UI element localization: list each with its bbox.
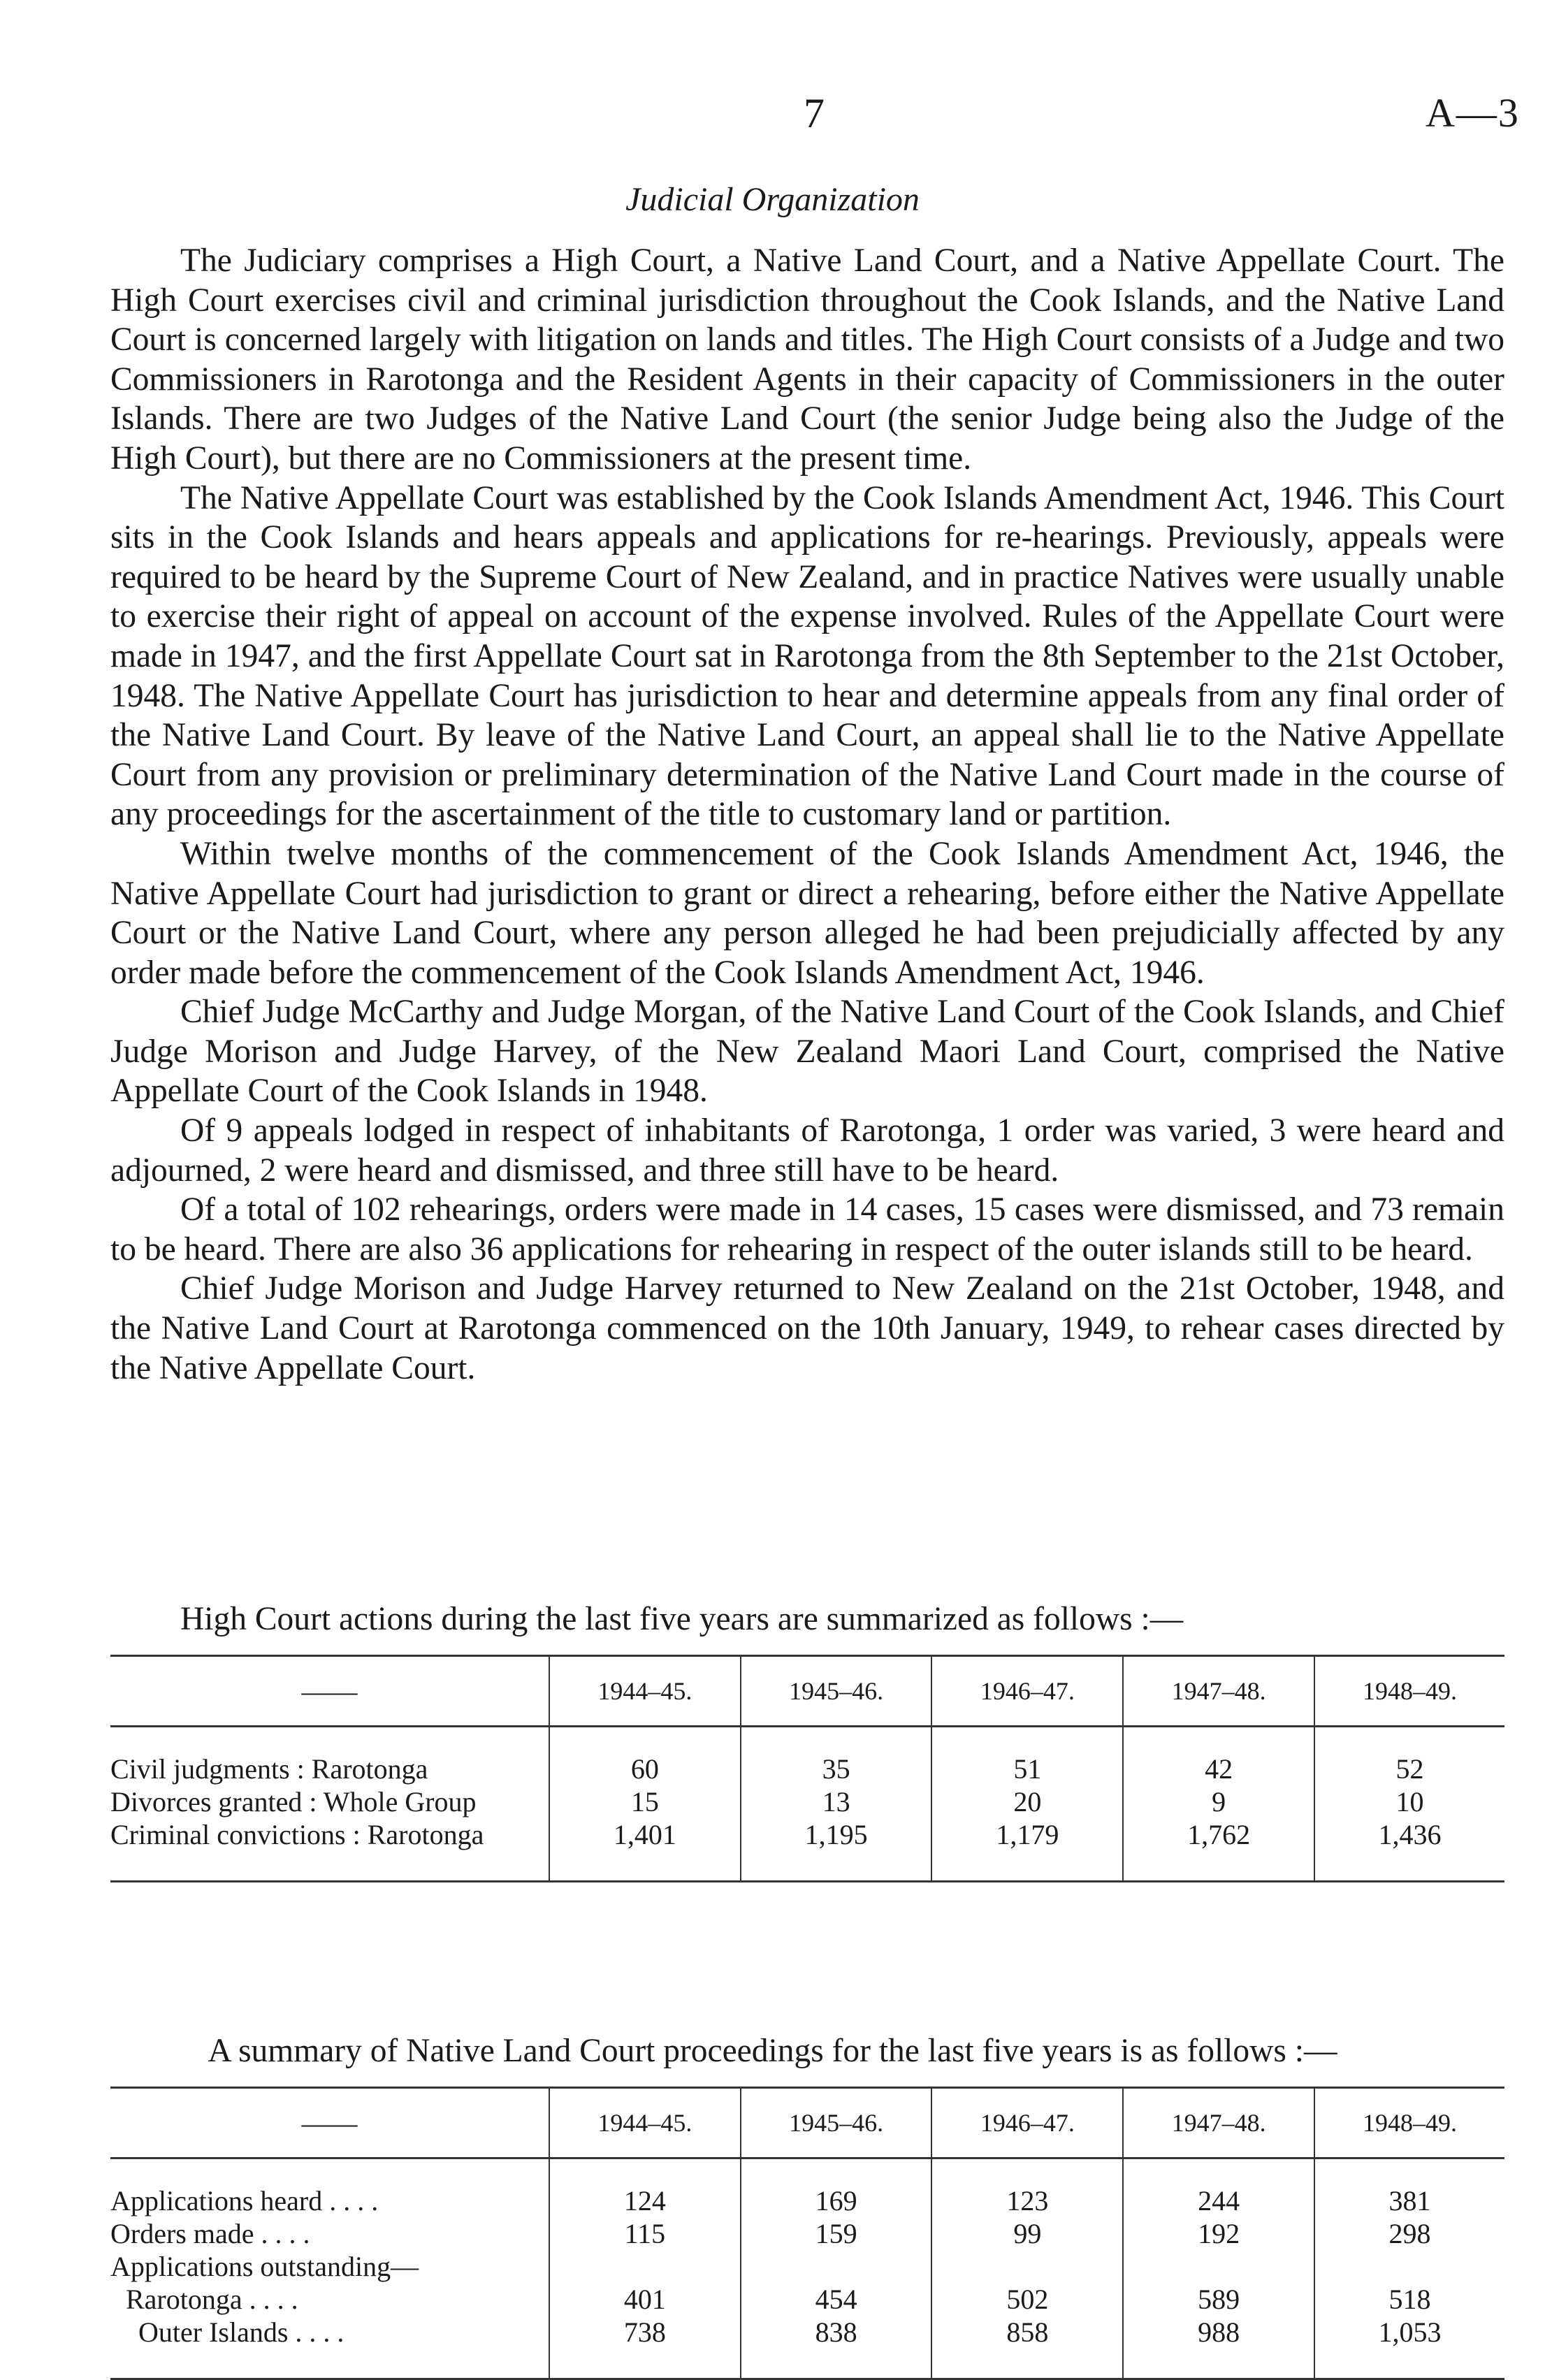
table-spacer-row [110,1851,1504,1882]
table-cell: 10 [1314,1785,1504,1818]
high-court-table [110,1655,1504,1882]
table-cell: 1,179 [931,1818,1123,1851]
table-row [110,1753,1504,1785]
year-header: 1947–48. [1123,2088,1314,2158]
table-cell [1314,2250,1504,2283]
table-header-row [110,2088,1504,2158]
table-cell: 401 [549,2283,741,2316]
table-row [110,2283,1504,2316]
table-cell: 518 [1314,2283,1504,2316]
table-label-header: —— [301,2107,358,2139]
page-number: 7 [804,90,825,136]
table-cell: 244 [1123,2184,1314,2217]
table-cell: 51 [931,1753,1123,1785]
table-cell: 159 [741,2217,932,2250]
table-cell: 9 [1123,1785,1314,1818]
land-court-table [110,2087,1504,2380]
table-cell: 988 [1123,2316,1314,2349]
row-label: Civil judgments : Rarotonga [110,1753,428,1785]
table-cell: 838 [741,2316,932,2349]
year-header: 1945–46. [741,1656,932,1727]
year-header: 1944–45. [549,1656,741,1727]
table-cell [549,2250,741,2283]
row-label: Outer Islands . . . . [138,2316,344,2348]
paragraph: The Native Appellate Court was established by the Cook Islands Amendment Act, 1946. This Court sits in the Cook Islands and hears appeals and applications for re-hearings. Previously, appeals were required to be heard by the Supreme Court of New Zealand, and in practice Natives were usually unable to exercise their right of appeal on account of the expense involved. Rules of the Appellate Court were made in 1947, and the first Appellate Court sat in Rarotonga from the 8th September to the 21st October, 1948. The Native Appellate Court has jurisdiction to hear and determine appeals from any final order of the Native Land Court. By leave of the Native Land Court, an appeal shall lie to the Native Appellate Court from any provision or preliminary determination of the Native Land Court made in the course of any proceedings for the ascertainment of the title to customary land or partition. [110,479,1504,833]
table-row [110,2217,1504,2250]
table-spacer-row [110,1727,1504,1753]
year-header: 1947–48. [1123,1656,1314,1727]
table-cell: 42 [1123,1753,1314,1785]
table-cell: 13 [741,1785,932,1818]
table-cell: 1,195 [741,1818,932,1851]
table-cell [931,2250,1123,2283]
paragraph: Of a total of 102 rehearings, orders were made in 14 cases, 15 cases were dismissed, and 73 remain to be heard. There are also 36 applications for rehearing in respect of the outer islands still to be heard. [110,1191,1504,1268]
year-header: 1945–46. [741,2088,932,2158]
table-row [110,2184,1504,2217]
paragraph: Chief Judge Morison and Judge Harvey returned to New Zealand on the 21st October, 1948, and the Native Land Court at Rarotonga commenced on the 10th January, 1949, to rehear cases directed by the Native Appellate Court. [110,1270,1504,1386]
document-reference: A—3 [1426,90,1520,136]
year-header: 1944–45. [549,2088,741,2158]
table-cell: 502 [931,2283,1123,2316]
table-cell: 35 [741,1753,932,1785]
table-cell: 20 [931,1785,1123,1818]
table-cell: 52 [1314,1753,1504,1785]
table-cell: 589 [1123,2283,1314,2316]
row-label: Divorces granted : Whole Group [110,1786,477,1817]
row-label: Criminal convictions : Rarotonga [110,1819,484,1850]
section-title: Judicial Organization [625,181,920,218]
paragraph: Of 9 appeals lodged in respect of inhabitants of Rarotonga, 1 order was varied, 3 were heard and adjourned, 2 were heard and dismissed, and three still have to be heard. [110,1112,1504,1189]
row-label: Orders made . . . . [110,2218,310,2249]
table-cell: 1,053 [1314,2316,1504,2349]
land-court-table-lead: A summary of Native Land Court proceedings for the last five years is as follows :— [208,2033,1337,2069]
body-text [110,241,1504,1388]
table-cell [741,2250,932,2283]
table-cell: 115 [549,2217,741,2250]
paragraph: Chief Judge McCarthy and Judge Morgan, of the Native Land Court of the Cook Islands, and Chief Judge Morison and Judge Harvey, of the New Zealand Maori Land Court, comprised the Native Appellate Court of the Cook Islands in 1948. [110,994,1504,1110]
table-cell: 1,401 [549,1818,741,1851]
table-cell: 15 [549,1785,741,1818]
table-header-row [110,1656,1504,1727]
table-row [110,2316,1504,2349]
table-cell: 381 [1314,2184,1504,2217]
table-cell: 99 [931,2217,1123,2250]
table-cell [1123,2250,1314,2283]
table-spacer-row [110,2349,1504,2379]
table-cell: 298 [1314,2217,1504,2250]
table-cell: 169 [741,2184,932,2217]
year-header: 1946–47. [931,1656,1123,1727]
table-cell: 192 [1123,2217,1314,2250]
year-header: 1948–49. [1314,2088,1504,2158]
year-header: 1948–49. [1314,1656,1504,1727]
row-label: Rarotonga . . . . [126,2284,298,2315]
table-spacer-row [110,2158,1504,2185]
table-cell: 60 [549,1753,741,1785]
table-row [110,1785,1504,1818]
row-label: Applications heard . . . . [110,2185,379,2216]
table-cell: 1,762 [1123,1818,1314,1851]
year-header: 1946–47. [931,2088,1123,2158]
high-court-table-lead: High Court actions during the last five years are summarized as follows :— [180,1601,1184,1637]
table-cell: 858 [931,2316,1123,2349]
table-cell: 123 [931,2184,1123,2217]
table-row [110,1818,1504,1851]
paragraph: Within twelve months of the commencement of the Cook Islands Amendment Act, 1946, the Native Appellate Court had jurisdiction to grant or direct a rehearing, before either the Native Appellate Court or the Native Land Court, where any person alleged he had been prejudicially affected by any order made before the commencement of the Cook Islands Amendment Act, 1946. [110,835,1504,991]
row-label: Applications outstanding— [110,2251,419,2282]
paragraph: The Judiciary comprises a High Court, a Native Land Court, and a Native Appellate Court. The High Court exercises civil and criminal jurisdiction throughout the Cook Islands, and the Native Land Court is concerned largely with litigation on lands and titles. The High Court consists of a Judge and two Commissioners in Rarotonga and the Resident Agents in their capacity of Commissioners in the outer Islands. There are two Judges of the Native Land Court (the senior Judge being also the Judge of the High Court), but there are no Commissioners at the present time. [110,242,1504,477]
table-row [110,2250,1504,2283]
table-cell: 124 [549,2184,741,2217]
table-cell: 738 [549,2316,741,2349]
table-label-header: —— [301,1675,358,1707]
table-cell: 454 [741,2283,932,2316]
table-cell: 1,436 [1314,1818,1504,1851]
